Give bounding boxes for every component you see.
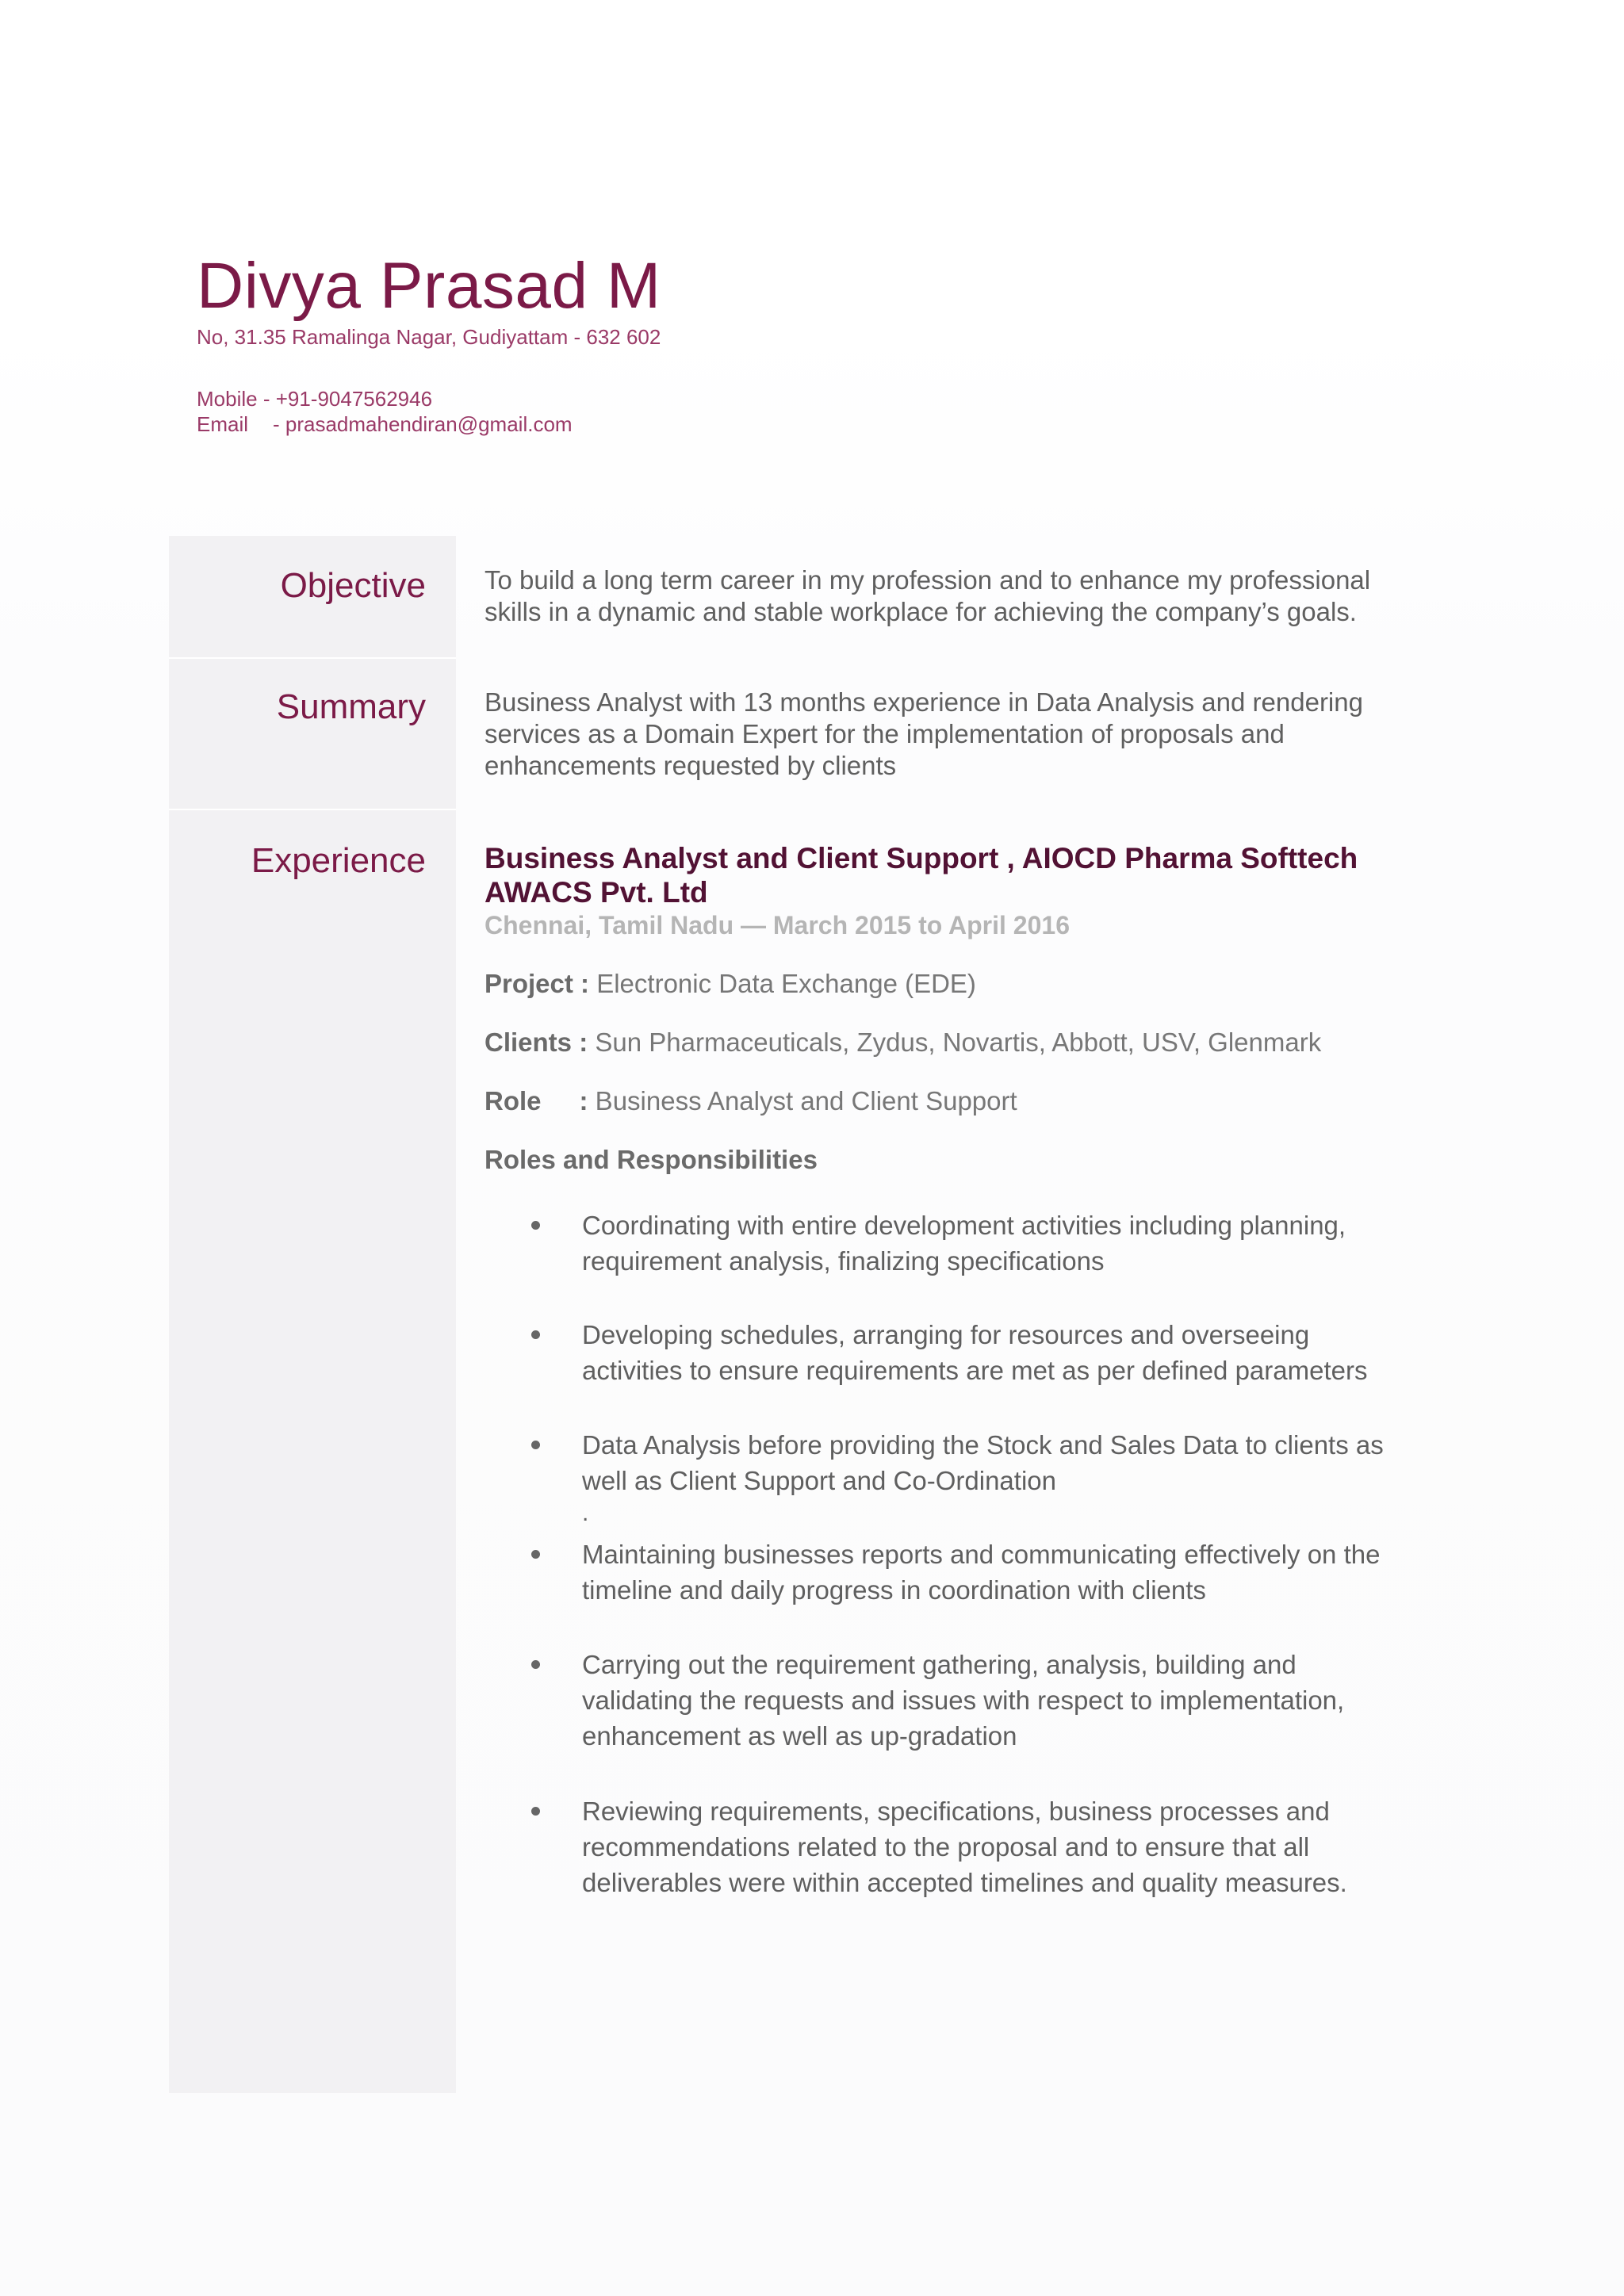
objective-heading: Objective	[280, 566, 426, 605]
bullet-line: deliverables were within accepted timelines and quality measures.	[582, 1868, 1347, 1897]
summary-line: Business Analyst with 13 months experience in Data Analysis and rendering	[485, 687, 1363, 717]
bullet-line: Reviewing requirements, specifications, business processes and	[582, 1797, 1330, 1826]
objective-text	[485, 564, 1436, 628]
summary-line: services as a Domain Expert for the implementation of proposals and	[485, 719, 1285, 748]
bullet-icon	[531, 1660, 540, 1669]
bullet-line: Maintaining businesses reports and communicating effectively on the	[582, 1540, 1381, 1569]
stray-period: .	[582, 1500, 589, 1526]
job-location-dates: Chennai, Tamil Nadu — March 2015 to April 2016	[485, 911, 1070, 939]
experience-job	[485, 841, 1436, 941]
bullet-icon	[531, 1441, 540, 1449]
job-title: Business Analyst and Client Support , AIOCD Pharma Softtech	[485, 842, 1358, 874]
objective-line: To build a long term career in my profession and to enhance my professional	[485, 565, 1371, 595]
bullet-line: Data Analysis before providing the Stock and Sales Data to clients as	[582, 1430, 1384, 1460]
bullet-line: Coordinating with entire development activities including planning,	[582, 1211, 1346, 1240]
role-label: Role	[485, 1086, 542, 1115]
resume-header	[197, 250, 661, 437]
bullet-icon	[531, 1221, 540, 1230]
address: No, 31.35 Ramalinga Nagar, Gudiyattam - 632 602	[197, 325, 661, 349]
clients-value: Sun Pharmaceuticals, Zydus, Novartis, Abbott, USV, Glenmark	[588, 1027, 1322, 1057]
sidebar-divider	[169, 809, 456, 810]
sidebar-divider	[169, 657, 456, 659]
bullet-line: timeline and daily progress in coordination with clients	[582, 1575, 1206, 1605]
bullet-line: recommendations related to the proposal and to ensure that all	[582, 1832, 1310, 1862]
role-colon: :	[579, 1086, 588, 1115]
responsibilities-heading: Roles and Responsibilities	[485, 1145, 818, 1174]
bullet-line: activities to ensure requirements are met as per defined parameters	[582, 1356, 1368, 1385]
mobile-number: Mobile - +91-9047562946	[197, 387, 433, 411]
project-value: Electronic Data Exchange (EDE)	[589, 969, 976, 998]
experience-heading: Experience	[251, 841, 426, 880]
summary-line: enhancements requested by clients	[485, 751, 897, 780]
email-line	[197, 411, 661, 437]
role-value: Business Analyst and Client Support	[588, 1086, 1017, 1115]
project-line	[485, 968, 1436, 1000]
summary-text	[485, 687, 1436, 782]
candidate-name: Divya Prasad M	[197, 250, 661, 322]
bullet-line: Developing schedules, arranging for resources and overseeing	[582, 1320, 1310, 1349]
role-line	[485, 1085, 1436, 1117]
summary-heading: Summary	[276, 687, 426, 726]
bullet-line: enhancement as well as up-gradation	[582, 1721, 1017, 1751]
bullet-icon	[531, 1807, 540, 1816]
objective-line: skills in a dynamic and stable workplace for achieving the company’s goals.	[485, 597, 1357, 626]
clients-label: Clients :	[485, 1027, 588, 1057]
job-title-continued: AWACS Pvt. Ltd	[485, 876, 708, 909]
bullet-icon	[531, 1550, 540, 1559]
email-label: Email	[197, 412, 271, 436]
clients-line	[485, 1027, 1436, 1058]
email-address: - prasadmahendiran@gmail.com	[273, 412, 573, 436]
section-sidebar	[169, 536, 456, 2093]
bullet-line: validating the requests and issues with respect to implementation,	[582, 1686, 1345, 1715]
bullet-icon	[531, 1330, 540, 1339]
project-label: Project :	[485, 969, 590, 998]
bullet-line: well as Client Support and Co-Ordination	[582, 1466, 1056, 1495]
bullet-line: Carrying out the requirement gathering, analysis, building and	[582, 1650, 1297, 1679]
bullet-line: requirement analysis, finalizing specifications	[582, 1246, 1105, 1276]
